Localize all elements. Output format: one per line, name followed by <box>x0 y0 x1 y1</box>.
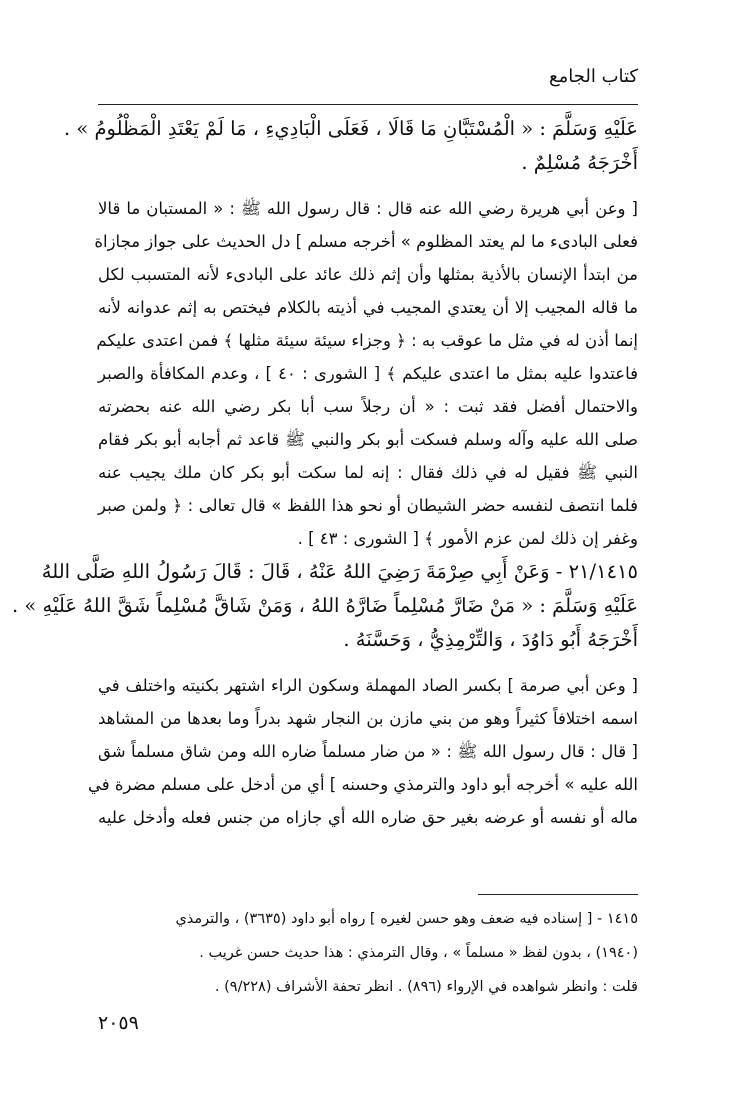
commentary-1-line: ما قاله المجيب إلا أن يعتدي المجيب في أذيته بالكلام فيختص به إثم عدوانه لأنه <box>98 298 638 317</box>
commentary-1-line: وغفر إن ذلك لمن عزم الأمور ﴾ [ الشورى : ٤٣ ] . <box>297 529 638 548</box>
paragraph-gap <box>98 657 638 669</box>
page-body <box>12 112 639 834</box>
commentary-2-line: الله عليه » أخرجه أبو داود والترمذي وحسنه ] أي من أدخل على مسلم مضرة في <box>87 775 638 794</box>
running-title: كتاب الجامع <box>549 66 638 87</box>
commentary-1-line: والاحتمال أفضل فقد ثبت : « أن رجلاً سب أبا بكر رضي الله عنه بحضرته <box>98 397 638 416</box>
commentary-2-line: ماله أو نفسه أو عرضه بغير حق ضاره الله أي جازاه من جنس فعله وأدخل عليه <box>98 808 638 827</box>
commentary-1 <box>94 192 639 555</box>
footnote-line: ١٤١٥ - [ إسناده فيه ضعف وهو حسن لغيره ] رواه أبو داود (٣٦٣٥) ، والترمذي <box>175 911 638 927</box>
hadith-2-line: ٢١/١٤١٥ - وَعَنْ أَبِي صِرْمَةَ رَضِيَ اللهُ عَنْهُ ، قَالَ : قَالَ رَسُولُ اللهِ صَلَّى اللهُ <box>41 560 638 583</box>
commentary-1-line: [ وعن أبي هريرة رضي الله عنه قال : قال رسول الله ﷺ : « المستبان ما قالا <box>98 199 638 218</box>
paragraph-gap <box>98 180 638 192</box>
hadith-2 <box>12 555 638 657</box>
hadith-1-line: عَلَيْهِ وَسَلَّمَ : « الْمُسْتَبَّانِ مَا قَالَا ، فَعَلَى الْبَادِيءِ ، مَا لَمْ يَعْتَدِ الْمَظْلُومُ » . <box>63 117 638 140</box>
commentary-2 <box>87 669 638 834</box>
hadith-2-line: أَخْرَجَهُ أَبُو دَاوُدَ ، وَالتِّرْمِذِيُّ ، وَحَسَّنَهُ . <box>343 628 638 651</box>
footnote-line: (١٩٤٠) ، بدون لفظ « مسلماً » ، وقال الترمذي : هذا حديث حسن غريب . <box>199 945 638 961</box>
commentary-1-line: إنما أذن له في مثل ما عوقب به : ﴿ وجزاء سيئة سيئة مثلها ﴾ فمن اعتدى عليكم <box>96 331 638 350</box>
commentary-1-line: من ابتدأ الإنسان بالأذية بمثلها وأن إثم ذلك عائد على البادىء لأنه المتسبب لكل <box>98 265 638 284</box>
hadith-1 <box>63 112 638 180</box>
commentary-1-line: فاعتدوا عليه بمثل ما اعتدى عليكم ﴾ [ الشورى : ٤٠ ] ، وعدم المكافأة والصبر <box>98 364 639 383</box>
hadith-2-line: عَلَيْهِ وَسَلَّمَ : « مَنْ ضَارَّ مُسْلِماً ضَارَّهُ اللهُ ، وَمَنْ شَاقَّ مُسْلِماً شَقَّ اللهُ عَلَيْهِ » . <box>12 594 638 617</box>
footnote-line: قلت : وانظر شواهده في الإرواء (٨٩٦) . انظر تحفة الأشراف (٩/٢٢٨) . <box>214 979 638 995</box>
commentary-1-line: فلما انتصف لنفسه حضر الشيطان أو نحو هذا اللفظ » قال تعالى : ﴿ ولمن صبر <box>98 496 638 515</box>
commentary-1-line: صلى الله عليه وآله وسلم فسكت أبو بكر والنبي ﷺ قاعد ثم أجابه أبو بكر فقام <box>98 430 638 449</box>
commentary-2-line: [ قال : قال رسول الله ﷺ : « من ضار مسلماً ضاره الله ومن شاق مسلماً شق <box>98 742 638 761</box>
footnote-rule <box>478 894 638 895</box>
commentary-2-line: اسمه اختلافاً كثيراً وهو من بني مازن بن النجار شهد بدراً وما بعدها من المشاهد <box>98 709 638 728</box>
commentary-2-line: [ وعن أبي صرمة ] بكسر الصاد المهملة وسكون الراء اشتهر بكنيته واختلف في <box>98 676 638 695</box>
commentary-1-line: النبي ﷺ فقيل له في ذلك فقال : إنه لما سكت أبو بكر كان ملك يجيب عنه <box>98 463 638 482</box>
page-number: ٢٠٥٩ <box>98 1012 139 1034</box>
commentary-1-line: فعلى البادىء ما لم يعتد المظلوم » أخرجه مسلم ] دل الحديث على جواز مجازاة <box>94 232 638 251</box>
hadith-1-line: أَخْرَجَهُ مُسْلِمٌ . <box>521 151 638 174</box>
header-rule <box>98 104 638 105</box>
footnotes <box>98 902 638 1004</box>
